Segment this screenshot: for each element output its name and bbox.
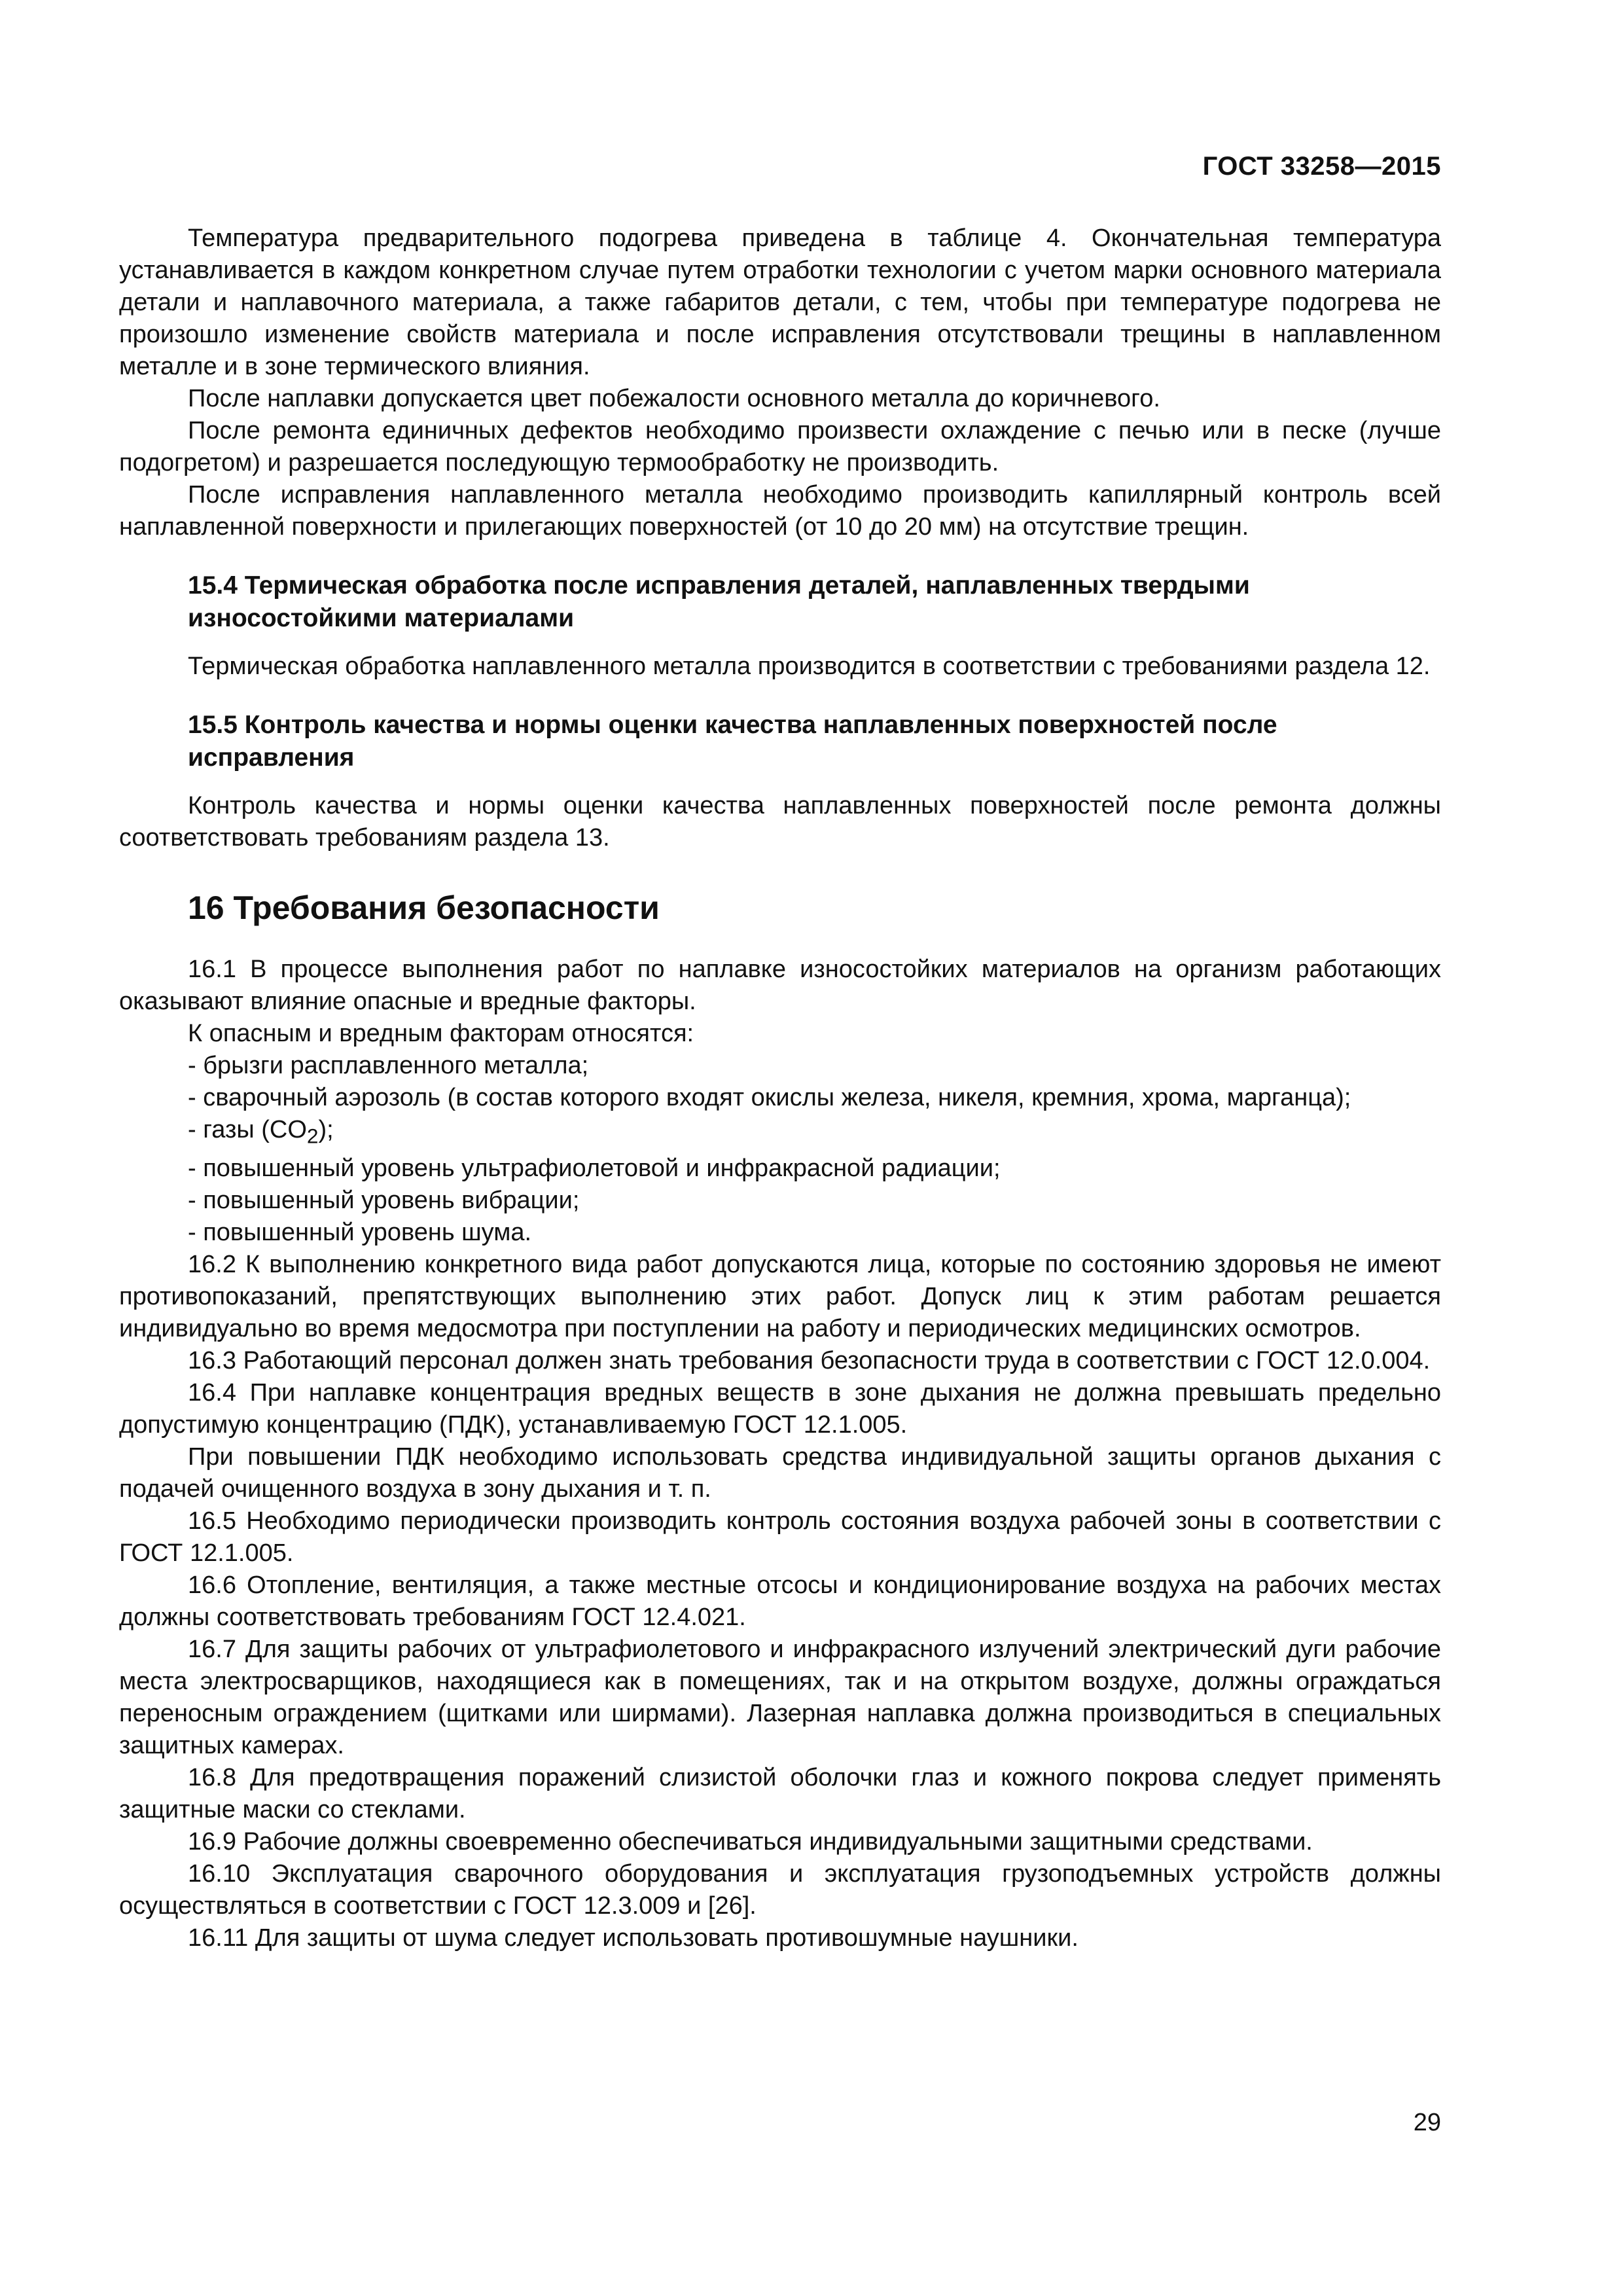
paragraph-16-10: 16.10 Эксплуатация сварочного оборудования и эксплуатация грузоподъемных устройств должны осуществляться в соответствии с ГОСТ 12.3.009 и [26]. xyxy=(119,1859,1441,1920)
paragraph-factors-intro: К опасным и вредным факторам относятся: xyxy=(188,1020,694,1047)
page-number: 29 xyxy=(1413,2109,1441,2136)
paragraph-capillary-control: После исправления наплавленного металла необходимо производить капиллярный контроль всей наплавленной поверхности и прилегающих поверхностей (от 10 до 20 мм) на отсутствие трещин. xyxy=(119,481,1441,541)
paragraph-16-1: 16.1 В процессе выполнения работ по наплавке износостойких материалов на организм работающих оказывают влияние опасные и вредные факторы. xyxy=(119,956,1441,1015)
list-item-factor-2: - сварочный аэрозоль (в состав которого входят окислы железа, никеля, кремния, хрома, марганца); xyxy=(188,1084,1351,1111)
paragraph-temper-color: После наплавки допускается цвет побежалости основного металла до коричневого. xyxy=(188,385,1160,412)
paragraph-16-11: 16.11 Для защиты от шума следует использовать противошумные наушники. xyxy=(188,1924,1079,1952)
list-item-factor-6: - повышенный уровень шума. xyxy=(188,1218,532,1246)
list-item-factor-3 xyxy=(119,1114,1441,1153)
list-item-factor-4: - повышенный уровень ультрафиолетовой и инфракрасной радиации; xyxy=(188,1154,1001,1182)
list-item-factor-5: - повышенный уровень вибрации; xyxy=(188,1186,580,1214)
paragraph-preheat-temperature: Температура предварительного подогрева приведена в таблице 4. Окончательная температура устанавливается в каждом конкретном случае путем отработки технологии с учетом марки основного материала детали и наплавочного материала, а также габаритов детали, с тем, чтобы при температуре подогрева не произошло изменение свойств материала и после исправления отсутствовали трещины в наплавленном металле и в зоне термического влияния. xyxy=(119,224,1441,380)
heading-15-5: 15.5 Контроль качества и нормы оценки качества наплавленных поверхностей после исправления xyxy=(188,711,1277,772)
document-id-header: ГОСТ 33258—2015 xyxy=(1202,152,1441,181)
paragraph-16-2: 16.2 К выполнению конкретного вида работ допускаются лица, которые по состоянию здоровья не имеют противопоказаний, препятствующих выполнению этих работ. Допуск лиц к этим работам решается индивидуально во время медосмотра при поступлении на работу и периодических медицинских осмотров. xyxy=(119,1250,1441,1342)
paragraph-16-4-continued: При повышении ПДК необходимо использовать средства индивидуальной защиты органов дыхания с подачей очищенного воздуха в зону дыхания и т. п. xyxy=(119,1443,1441,1503)
paragraph-16-5: 16.5 Необходимо периодически производить контроль состояния воздуха рабочей зоны в соответствии с ГОСТ 12.1.005. xyxy=(119,1507,1441,1567)
paragraph-16-6: 16.6 Отопление, вентиляция, а также местные отсосы и кондиционирование воздуха на рабочих местах должны соответствовать требованиям ГОСТ 12.4.021. xyxy=(119,1571,1441,1631)
factor-3-prefix: - газы (CO xyxy=(188,1116,307,1143)
page-content xyxy=(119,223,1441,1954)
heading-16-safety: 16 Требования безопасности xyxy=(188,889,660,926)
paragraph-cooling: После ремонта единичных дефектов необходимо произвести охлаждение с печью или в песке (лучше подогретом) и разрешается последующую термообработку не производить. xyxy=(119,417,1441,476)
factor-3-subscript: 2 xyxy=(306,1124,319,1148)
heading-15-4: 15.4 Термическая обработка после исправления деталей, наплавленных твердыми износостойкими материалами xyxy=(188,571,1250,632)
paragraph-16-3: 16.3 Работающий персонал должен знать требования безопасности труда в соответствии с ГОСТ 12.0.004. xyxy=(188,1346,1431,1374)
factor-3-suffix: ); xyxy=(318,1116,334,1143)
paragraph-16-7: 16.7 Для защиты рабочих от ультрафиолетового и инфракрасного излучений электрический дуги рабочие места электросварщиков, находящиеся как в помещениях, так и на открытом воздухе, должны ограждаться переносным ограждением (щитками или ширмами). Лазерная наплавка должна производиться в специальных защитных камерах. xyxy=(119,1635,1441,1759)
list-item-factor-1: - брызги расплавленного металла; xyxy=(188,1052,589,1079)
paragraph-15-5-quality-control: Контроль качества и нормы оценки качества наплавленных поверхностей после ремонта должны соответствовать требованиям раздела 13. xyxy=(119,792,1441,852)
paragraph-16-4: 16.4 При наплавке концентрация вредных веществ в зоне дыхания не должна превышать предельно допустимую концентрацию (ПДК), устанавливаемую ГОСТ 12.1.005. xyxy=(119,1378,1441,1439)
paragraph-15-4-heat-treatment: Термическая обработка наплавленного металла производится в соответствии с требованиями раздела 12. xyxy=(188,653,1431,680)
paragraph-16-8: 16.8 Для предотвращения поражений слизистой оболочки глаз и кожного покрова следует применять защитные маски со стеклами. xyxy=(119,1763,1441,1823)
paragraph-16-9: 16.9 Рабочие должны своевременно обеспечиваться индивидуальными защитными средствами. xyxy=(188,1827,1313,1856)
